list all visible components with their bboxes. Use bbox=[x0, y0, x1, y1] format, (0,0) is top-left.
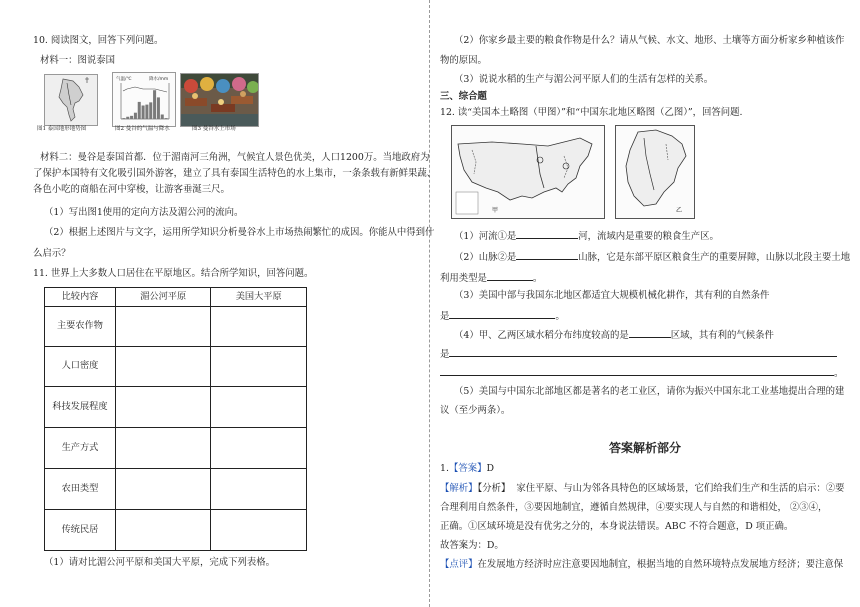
precip-bar bbox=[153, 90, 156, 119]
table-row bbox=[45, 307, 307, 347]
precip-bar bbox=[157, 97, 160, 119]
q12-part3-line2 bbox=[440, 309, 565, 324]
q11-part3: （3）说说水稻的生产与湄公河平原人们的生活有怎样的关系。 bbox=[454, 74, 714, 85]
precip-bar bbox=[130, 116, 133, 119]
q11-part2-line2: 物的原因。 bbox=[440, 55, 487, 66]
table-header: 湄公河平原 bbox=[115, 288, 211, 307]
answer-cell[interactable] bbox=[211, 387, 307, 428]
q12-part2-text-c: 利用类型是 bbox=[440, 273, 487, 284]
table-row-label: 传统民居 bbox=[45, 510, 116, 551]
answer-cell[interactable] bbox=[115, 469, 211, 510]
q12-part2-text-d: 。 bbox=[532, 273, 543, 284]
fig2-caption: 图2 曼谷的气温与降水 bbox=[115, 126, 170, 132]
answer-cell[interactable] bbox=[115, 428, 211, 469]
q12-part1-text-a: （1）河流①是 bbox=[454, 231, 517, 242]
material2-line3: 各色小吃的商船在河中穿梭，让游客垂涎三尺。 bbox=[33, 184, 230, 195]
material1-label: 材料一：图说泰国 bbox=[40, 55, 116, 66]
q10-part2-line2: 么启示？ bbox=[33, 248, 71, 259]
q12-part1-blank[interactable] bbox=[516, 229, 578, 239]
answer-cell[interactable] bbox=[115, 347, 211, 387]
map-jia-label: 甲 bbox=[492, 207, 499, 214]
table-row-label: 人口密度 bbox=[45, 347, 116, 387]
analysis-subtag: 【分析】 bbox=[477, 483, 511, 494]
answer-cell[interactable] bbox=[115, 510, 211, 551]
q12-part4-line2 bbox=[440, 347, 837, 362]
q12-part4-line3 bbox=[440, 366, 843, 381]
q12-part2-line1 bbox=[454, 250, 850, 265]
precip-bar bbox=[134, 113, 137, 119]
table-row bbox=[45, 347, 307, 387]
answer-tag: 【答案】 bbox=[448, 463, 487, 474]
q11-part2-line1: （2）你家乡最主要的粮食作物是什么？请从气候、水文、地形、土壤等方面分析家乡种植该作 bbox=[454, 35, 845, 46]
q12-part3-text-c: 。 bbox=[555, 311, 565, 322]
q11-title: 11. 世界上大多数人口居住在平原地区。结合所学知识，回答问题。 bbox=[33, 268, 314, 279]
table-header: 美国大平原 bbox=[211, 288, 307, 307]
analysis-line2: 合理利用自然条件，③要因地制宜，遵循自然规律，④要实现人与自然的和谐相处， ②③④， bbox=[440, 502, 828, 513]
answer-cell[interactable] bbox=[211, 347, 307, 387]
answer-cell[interactable] bbox=[211, 428, 307, 469]
thailand-terrain-map bbox=[44, 74, 98, 126]
temp-axis-label: 气温/℃ bbox=[116, 77, 132, 82]
answer-number: 1. bbox=[440, 463, 449, 474]
q12-part1-text-b: 河，流域内是重要的粮食生产区。 bbox=[578, 231, 719, 242]
table-row-label: 生产方式 bbox=[45, 428, 116, 469]
q12-part4-text-d: 。 bbox=[834, 368, 844, 379]
material2-line2: 了保护本国特有文化吸引国外游客，建立了具有泰国生活特色的水上集市，一条条载有新鲜果蔬、 bbox=[33, 168, 437, 179]
q10-title: 10. 阅读图文，回答下列问题。 bbox=[33, 35, 164, 46]
table-row bbox=[45, 469, 307, 510]
precip-bar bbox=[145, 105, 148, 119]
comment-line bbox=[440, 559, 843, 572]
q12-part3-text-b: 是 bbox=[440, 311, 450, 322]
comparison-table bbox=[44, 287, 307, 551]
table-header: 比较内容 bbox=[45, 288, 116, 307]
q12-part4-text-a: （4）甲、乙两区域水稻分布纬度较高的是 bbox=[454, 330, 629, 341]
q12-part5-line2: 议（至少两条）。 bbox=[440, 405, 511, 416]
comment-text: 在发展地方经济时应注意要因地制宜，根据当地的自然环境特点发展地方经济；要注意保 bbox=[477, 559, 844, 570]
analysis-tag: 【解析】 bbox=[440, 483, 478, 494]
table-row-label: 主要农作物 bbox=[45, 307, 116, 347]
fig3-caption: 图3 曼谷水上市场 bbox=[192, 126, 236, 132]
q12-title: 12. 读“美国本土略图（甲图）”和“中国东北地区略图（乙图）”，回答问题. bbox=[440, 107, 743, 118]
precip-bar bbox=[122, 118, 125, 119]
q11-part1: （1）请对比湄公河平原和美国大平原，完成下列表格。 bbox=[44, 557, 275, 568]
q12-part4-blank1[interactable] bbox=[629, 328, 671, 338]
q12-part4-line1 bbox=[454, 328, 774, 343]
q12-part2-text-b: 山脉，它是东部平原区粮食生产的重要屏障，山脉以北段主要土地 bbox=[578, 252, 851, 263]
precip-bar bbox=[142, 106, 145, 120]
precip-axis-label: 降水/mm bbox=[149, 77, 169, 82]
precip-bar bbox=[165, 118, 168, 119]
table-row-label: 科技发展程度 bbox=[45, 387, 116, 428]
answer-cell[interactable] bbox=[115, 307, 211, 347]
analysis-text: 家住平原、与山为邻各具特色的区域场景，它们给我们生产和生活的启示：②要 bbox=[516, 483, 845, 494]
floating-market-photo bbox=[180, 73, 259, 127]
answer-section-heading: 答案解析部分 bbox=[608, 441, 681, 455]
q10-part2-line1: （2）根据上述图片与文字，运用所学知识分析曼谷水上市场热闹繁忙的成因。你能从中得到什 bbox=[44, 227, 435, 238]
answer-cell[interactable] bbox=[115, 387, 211, 428]
table-row bbox=[45, 387, 307, 428]
q12-part2-blank1[interactable] bbox=[516, 250, 578, 260]
table-row-label: 农田类型 bbox=[45, 469, 116, 510]
precip-bar bbox=[126, 117, 129, 119]
column-divider bbox=[429, 0, 430, 607]
analysis-line3: 正确。①区域环境是没有优劣之分的，本身说法错误。ABC 不符合题意，D 项正确。 bbox=[440, 521, 794, 532]
fig1-caption: 图1 泰国地形地势图 bbox=[37, 126, 87, 132]
q12-part2-blank2[interactable] bbox=[487, 271, 533, 281]
q12-part2-line2 bbox=[440, 271, 542, 286]
climate-chart bbox=[112, 72, 176, 127]
q12-part4-text-b: 区域，其有利的气候条件 bbox=[670, 330, 774, 341]
usa-map bbox=[451, 125, 605, 219]
q12-part4-blank2[interactable] bbox=[449, 347, 837, 357]
material2-line1: 材料二：曼谷是泰国首都．位于湄南河三角洲，气候宜人景色优美，人口1200万。当地政府为 bbox=[40, 152, 430, 163]
comment-tag: 【点评】 bbox=[440, 559, 478, 570]
q12-part2-text-a: （2）山脉②是 bbox=[454, 252, 517, 263]
table-row bbox=[45, 510, 307, 551]
q12-part5-line1: （5）美国与中国东北部地区都是著名的老工业区，请你为振兴中国东北工业基地提出合理的建 bbox=[454, 386, 845, 397]
q12-part4-text-c: 是 bbox=[440, 349, 450, 360]
precip-bar bbox=[161, 115, 164, 120]
answer-cell[interactable] bbox=[211, 510, 307, 551]
q12-part3-blank[interactable] bbox=[449, 309, 555, 319]
answer-cell[interactable] bbox=[211, 307, 307, 347]
answer-value: D bbox=[486, 463, 494, 474]
table-row bbox=[45, 428, 307, 469]
precip-bar bbox=[149, 102, 152, 119]
answer-1 bbox=[440, 463, 494, 476]
map-yi-label: 乙 bbox=[676, 207, 683, 214]
section3-heading: 三、综合题 bbox=[440, 91, 487, 102]
answer-cell[interactable] bbox=[211, 469, 307, 510]
q12-part3-line1: （3）美国中部与我国东北地区都适宜大规模机械化耕作，其有利的自然条件 bbox=[454, 290, 770, 301]
precip-bar bbox=[138, 102, 141, 119]
answer-choice: 故答案为：D。 bbox=[440, 540, 504, 551]
analysis-line1 bbox=[440, 483, 844, 496]
ne-china-map bbox=[615, 125, 695, 219]
q10-part1: （1）写出图1使用的定向方法及湄公河的流向。 bbox=[44, 207, 244, 218]
q12-part1 bbox=[454, 229, 719, 244]
q12-part4-blank3[interactable] bbox=[440, 366, 834, 376]
